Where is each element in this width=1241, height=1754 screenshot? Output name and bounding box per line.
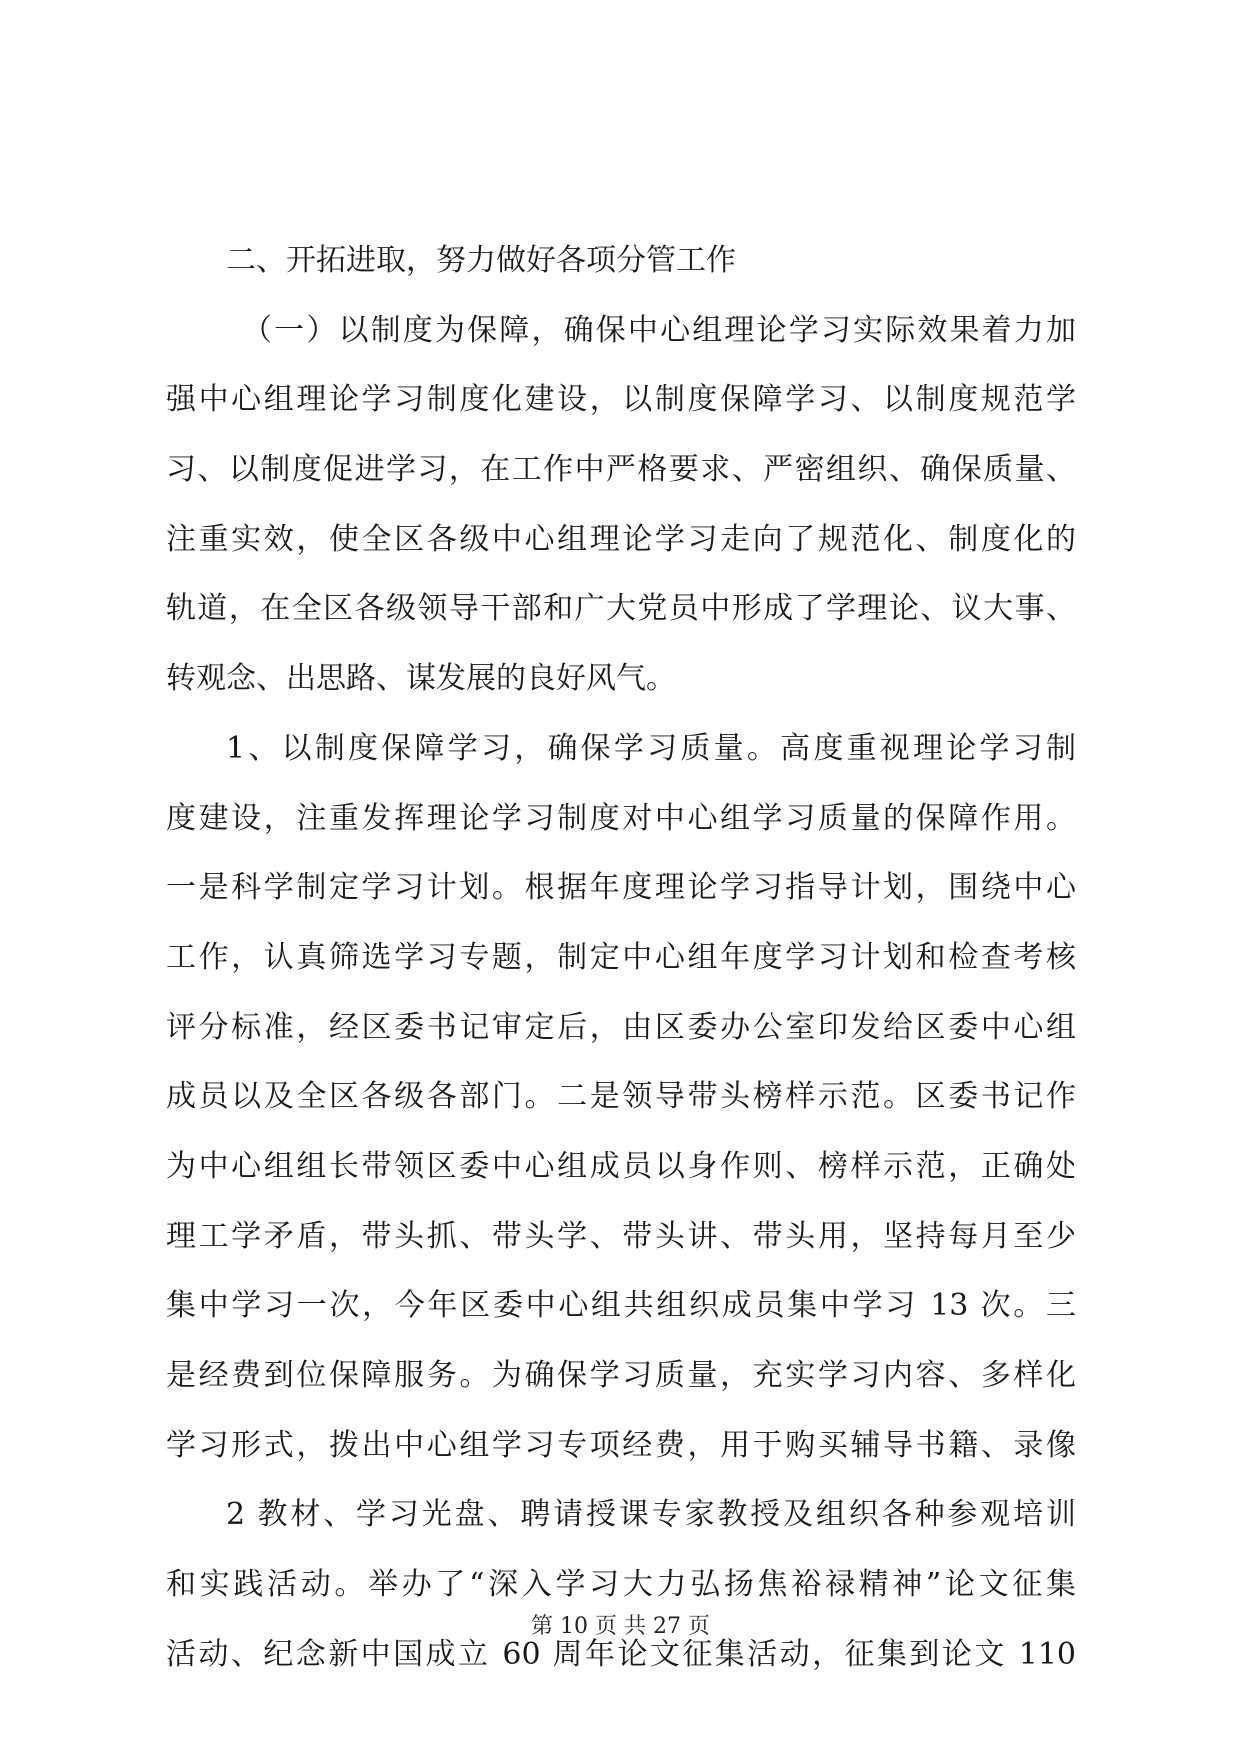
paragraph-line: 习、以制度促进学习，在工作中严格要求、严密组织、确保质量、	[166, 452, 1076, 488]
document-body	[166, 226, 1076, 1689]
paragraph-line: 强中心组理论学习制度化建设，以制度保障学习、以制度规范学	[166, 382, 1076, 418]
paragraph-line: 活动、纪念新中国成立 60 周年论文征集活动，征集到论文 110	[166, 1636, 1076, 1672]
paragraph-line: 一是科学制定学习计划。根据年度理论学习指导计划，围绕中心	[166, 870, 1076, 906]
paragraph-line: 为中心组组长带领区委中心组成员以身作则、榜样示范，正确处	[166, 1148, 1076, 1184]
page-number-footer: 第 10 页 共 27 页	[531, 1614, 710, 1639]
paragraph-line: 转观念、出思路、谋发展的良好风气。	[166, 661, 676, 697]
subsection-heading-line: （一）以制度为保障，确保中心组理论学习实际效果着力加	[242, 312, 1076, 348]
section-heading: 二、开拓进取，努力做好各项分管工作	[226, 243, 736, 278]
paragraph-line: 注重实效，使全区各级中心组理论学习走向了规范化、制度化的	[166, 521, 1076, 557]
paragraph-line: 和实践活动。举办了“深入学习大力弘扬焦裕禄精神”论文征集	[166, 1567, 1076, 1603]
paragraph-line: 成员以及全区各级各部门。二是领导带头榜样示范。区委书记作	[166, 1079, 1076, 1115]
paragraph-line: 工作，认真筛选学习专题，制定中心组年度学习计划和检查考核	[166, 939, 1076, 975]
paragraph-line: 评分标准，经区委书记审定后，由区委办公室印发给区委中心组	[166, 1009, 1076, 1045]
paragraph-line: 1、以制度保障学习，确保学习质量。高度重视理论学习制	[226, 730, 1076, 766]
paragraph-line: 集中学习一次，今年区委中心组共组织成员集中学习 13 次。三	[166, 1288, 1076, 1324]
paragraph-line: 度建设，注重发挥理论学习制度对中心组学习质量的保障作用。	[166, 800, 1076, 836]
paragraph-line: 是经费到位保障服务。为确保学习质量，充实学习内容、多样化	[166, 1358, 1076, 1393]
paragraph-line: 学习形式，拨出中心组学习专项经费，用于购买辅导书籍、录像	[166, 1427, 1076, 1463]
paragraph-line: 轨道，在全区各级领导干部和广大党员中形成了学理论、议大事、	[166, 591, 1076, 627]
paragraph-line: 2 教材、学习光盘、聘请授课专家教授及组织各种参观培训	[226, 1497, 1076, 1533]
paragraph-line: 理工学矛盾，带头抓、带头学、带头讲、带头用，坚持每月至少	[166, 1218, 1076, 1254]
